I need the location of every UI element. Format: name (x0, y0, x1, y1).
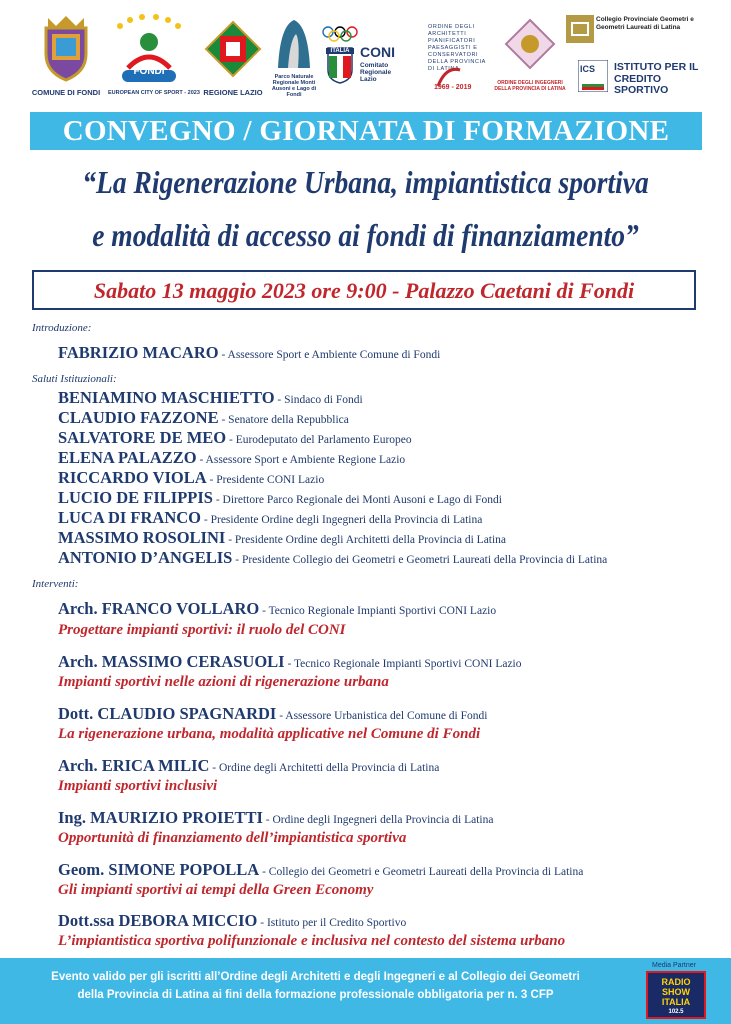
radio-line2: SHOW (662, 987, 690, 997)
speaker-name: Ing. MAURIZIO PROIETTI (58, 808, 263, 827)
logo-strip (0, 0, 731, 108)
comune-fondi-crest-icon (38, 14, 94, 84)
sport-city-caption: EUROPEAN CITY OF SPORT - 2023 (108, 90, 200, 96)
coni-caption: CONI (360, 44, 395, 60)
intro-speaker (58, 343, 440, 363)
speaker-name: SALVATORE DE MEO (58, 428, 227, 447)
intervento-speaker (58, 860, 583, 880)
coni-tag: ITALIA (326, 48, 354, 54)
intervento-speaker (58, 599, 496, 619)
speaker-name: Arch. FRANCO VOLLARO (58, 599, 260, 618)
speaker-role: - Sindaco di Fondi (274, 394, 363, 406)
saluti-speaker (58, 468, 324, 488)
speaker-name: LUCIO DE FILIPPIS (58, 488, 213, 507)
radio-logo-text (648, 977, 704, 1017)
speaker-role: - Direttore Parco Regionale dei Monti Ausoni e Lago di Fondi (212, 494, 502, 506)
speaker-role: - Ordine degli Ingegneri della Provincia di Latina (262, 814, 494, 826)
speaker-role: - Assessore Sport e Ambiente Regione Lazio (196, 454, 406, 466)
interventi-label: Interventi: (32, 578, 79, 590)
european-city-of-sport-icon (108, 12, 190, 90)
speaker-role: - Tecnico Regionale Impianti Sportivi CONI Lazio (259, 605, 497, 617)
olympic-rings-icon (322, 26, 358, 42)
speaker-name: ANTONIO D’ANGELIS (58, 548, 233, 567)
geometri-caption: Collegio Provinciale Geometri e Geometri Laureati di Latina (596, 16, 694, 31)
cfp-notice (8, 968, 623, 1004)
architetti-years: 1969 - 2019 (434, 84, 472, 91)
cfp-notice-line1: Evento valido per gli iscritti all’Ordine degli Architetti e degli Ingegneri e al Collegio dei Geometri (51, 971, 580, 983)
regione-lazio-icon (204, 20, 262, 82)
intervento-speaker (58, 704, 487, 724)
speaker-role: - Ordine degli Architetti della Provincia di Latina (209, 762, 440, 774)
parco-monti-ausoni-icon (274, 16, 314, 72)
speaker-name: LUCA DI FRANCO (58, 508, 202, 527)
ics-caption: ISTITUTO PER IL CREDITO SPORTIVO (614, 61, 699, 96)
intervento-speaker (58, 652, 522, 672)
geometri-logo-icon (566, 15, 594, 43)
speaker-name: RICCARDO VIOLA (58, 468, 207, 487)
media-partner-label: Media Partner (652, 962, 696, 969)
speaker-name: Dott. CLAUDIO SPAGNARDI (58, 704, 277, 723)
radio-freq: 102.5 (668, 1009, 684, 1015)
speaker-role: - Assessore Sport e Ambiente Comune di Fondi (218, 349, 441, 361)
intervento-topic: Impianti sportivi inclusivi (58, 778, 218, 794)
saluti-speaker (58, 408, 349, 428)
speaker-name: MASSIMO ROSOLINI (58, 528, 226, 547)
speaker-role: - Presidente Ordine degli Architetti della Provincia di Latina (225, 534, 507, 546)
date-location-box: Sabato 13 maggio 2023 ore 9:00 - Palazzo Caetani di Fondi (32, 270, 696, 310)
intervento-topic: Opportunità di finanziamento dell’impiantistica sportiva (58, 830, 407, 846)
speaker-role: - Presidente Collegio dei Geometri e Geometri Laureati della Provincia di Latina (232, 554, 608, 566)
speaker-role: - Istituto per il Credito Sportivo (257, 917, 407, 929)
architetti-caption: ORDINE DEGLI ARCHITETTI PIANIFICATORI PAESAGGISTI E CONSERVATORI DELLA PROVINCIA DI LATINA (428, 24, 486, 72)
intervento-topic: La rigenerazione urbana, modalità applicative nel Comune di Fondi (58, 726, 481, 742)
intervento-speaker (58, 808, 493, 828)
fondi-word: FONDI (133, 66, 165, 77)
cfp-notice-line2: della Provincia di Latina ai fini della formazione professionale obbligatoria per n. 3 CFP (77, 989, 554, 1001)
speaker-name: FABRIZIO MACARO (58, 343, 219, 362)
speaker-name: CLAUDIO FAZZONE (58, 408, 219, 427)
speaker-name: ELENA PALAZZO (58, 448, 197, 467)
event-type-banner: CONVEGNO / GIORNATA DI FORMAZIONE (30, 112, 702, 150)
ingegneri-caption: ORDINE DEGLI INGEGNERI DELLA PROVINCIA DI LATINA (494, 80, 566, 92)
speaker-role: - Presidente CONI Lazio (206, 474, 325, 486)
speaker-role: - Senatore della Repubblica (218, 414, 349, 426)
intervento-speaker (58, 911, 406, 931)
saluti-speaker (58, 528, 506, 548)
parco-caption: Parco Naturale Regionale Monti Ausoni e Lago di Fondi (271, 74, 317, 98)
ics-mark: ICS (580, 64, 596, 74)
comune-caption: COMUNE DI FONDI (31, 88, 101, 97)
speaker-name: Arch. ERICA MILIC (58, 756, 210, 775)
speaker-role: - Tecnico Regionale Impianti Sportivi CONI Lazio (284, 658, 522, 670)
event-title-line2: e modalità di accesso ai fondi di finanziamento” (92, 217, 639, 253)
intervento-topic: L’impiantistica sportiva polifunzionale e inclusiva nel contesto del sistema urbano (58, 933, 566, 949)
regione-caption: REGIONE LAZIO (203, 88, 263, 97)
saluti-speaker (58, 448, 405, 468)
event-title-line1: “La Rigenerazione Urbana, impiantistica sportiva (82, 164, 649, 200)
intervento-topic: Impianti sportivi nelle azioni di rigenerazione urbana (58, 674, 389, 690)
saluti-label: Saluti Istituzionali: (32, 373, 117, 385)
speaker-name: Geom. SIMONE POPOLLA (58, 860, 260, 879)
speaker-name: Arch. MASSIMO CERASUOLI (58, 652, 285, 671)
speaker-role: - Presidente Ordine degli Ingegneri della Provincia di Latina (201, 514, 483, 526)
speaker-role: - Assessore Urbanistica del Comune di Fondi (276, 710, 488, 722)
saluti-speaker (58, 508, 482, 528)
intro-label: Introduzione: (32, 322, 92, 334)
radio-line1: RADIO (661, 977, 691, 987)
saluti-speaker (58, 548, 607, 568)
saluti-speaker (58, 488, 502, 508)
saluti-speaker (58, 388, 363, 408)
radio-line3: ITALIA (661, 997, 691, 1007)
speaker-role: - Collegio dei Geometri e Geometri Laureati della Provincia di Latina (259, 866, 584, 878)
intervento-topic: Progettare impianti sportivi: il ruolo del CONI (58, 622, 346, 638)
coni-sub-caption: Comitato Regionale Lazio (360, 62, 392, 83)
speaker-role: - Eurodeputato del Parlamento Europeo (226, 434, 412, 446)
footer-band (0, 958, 731, 1024)
intervento-speaker (58, 756, 439, 776)
saluti-speaker (58, 428, 412, 448)
speaker-name: Dott.ssa DEBORA MICCIO (58, 911, 258, 930)
radio-show-italia-logo (646, 971, 706, 1019)
speaker-name: BENIAMINO MASCHIETTO (58, 388, 275, 407)
ingegneri-emblem-icon (504, 18, 556, 76)
intervento-topic: Gli impianti sportivi ai tempi della Green Economy (58, 882, 374, 898)
